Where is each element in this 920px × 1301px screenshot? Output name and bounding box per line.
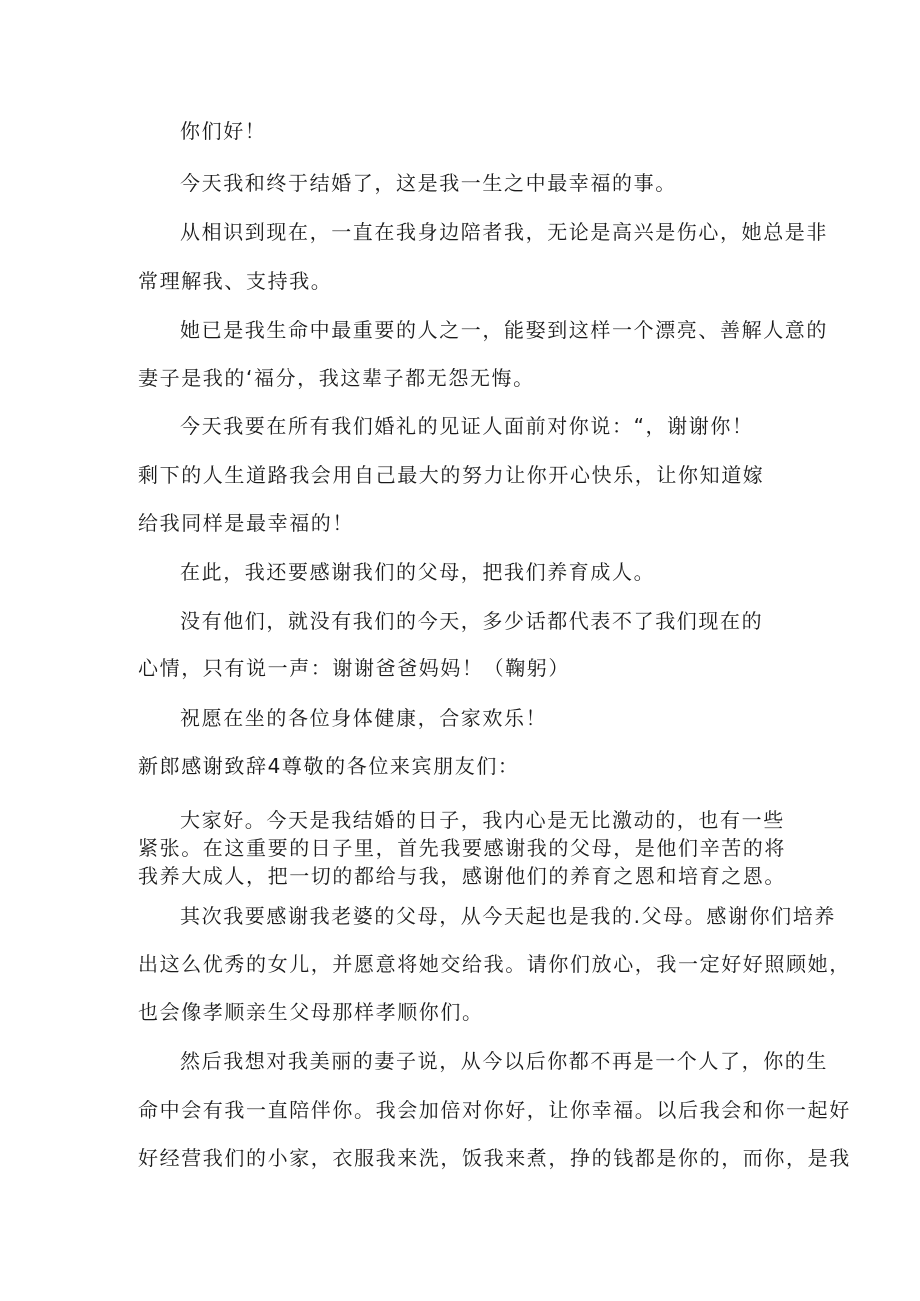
paragraph-line: 常理解我、支持我。	[138, 269, 333, 293]
paragraph-line: 也会像孝顺亲生父母那样孝顺你们。	[138, 1000, 484, 1024]
paragraph-line: 命中会有我一直陪伴你。我会加倍对你好，让你幸福。以后我会和你一起好	[138, 1098, 851, 1122]
paragraph-line: 心情，只有说一声：谢谢爸爸妈妈！（鞠躬）	[138, 656, 570, 680]
section-heading: 新郎感谢致辞4尊敬的各位来宾朋友们：	[138, 754, 520, 778]
paragraph-line: 祝愿在坐的各位身体健康，合家欢乐！	[180, 706, 548, 730]
paragraph-line: 妻子是我的‘福分，我这辈子都无怨无悔。	[138, 366, 535, 390]
paragraph-line: 剩下的人生道路我会用自己最大的努力让你开心快乐，让你知道嫁	[138, 463, 765, 487]
paragraph-block: 大家好。今天是我结婚的日子，我内心是无比激动的，也有一些紧张。在这重要的日子里，首先我要感谢我的父母，是他们辛苦的将我养大成人，把一切的都给与我，感谢他们的养育之恩和培育之恩。	[138, 808, 786, 888]
paragraph-line: 其次我要感谢我老婆的父母，从今天起也是我的.父母。感谢你们培养	[180, 904, 836, 928]
paragraph-line: 出这么优秀的女儿，并愿意将她交给我。请你们放心，我一定好好照顾她，	[138, 952, 851, 976]
paragraph-line: 今天我要在所有我们婚礼的见证人面前对你说：“，谢谢你！	[180, 414, 754, 438]
paragraph-line: 然后我想对我美丽的妻子说，从今以后你都不再是一个人了，你的生	[180, 1049, 828, 1073]
paragraph-line: 给我同样是最幸福的！	[138, 511, 354, 535]
paragraph-line: 在此，我还要感谢我们的父母，把我们养育成人。	[180, 560, 656, 584]
paragraph-line: 没有他们，就没有我们的今天，多少话都代表不了我们现在的	[180, 609, 764, 633]
greeting-line: 你们好！	[180, 119, 267, 143]
paragraph-line: 今天我和终于结婚了，这是我一生之中最幸福的事。	[180, 171, 677, 195]
paragraph-line: 从相识到现在，一直在我身边陪者我，无论是高兴是伤心，她总是非	[180, 220, 828, 244]
paragraph-line: 好经营我们的小家，衣服我来洗，饭我来煮，挣的钱都是你的，而你，是我	[138, 1146, 851, 1170]
paragraph-line: 她已是我生命中最重要的人之一，能娶到这样一个漂亮、善解人意的	[180, 318, 828, 342]
